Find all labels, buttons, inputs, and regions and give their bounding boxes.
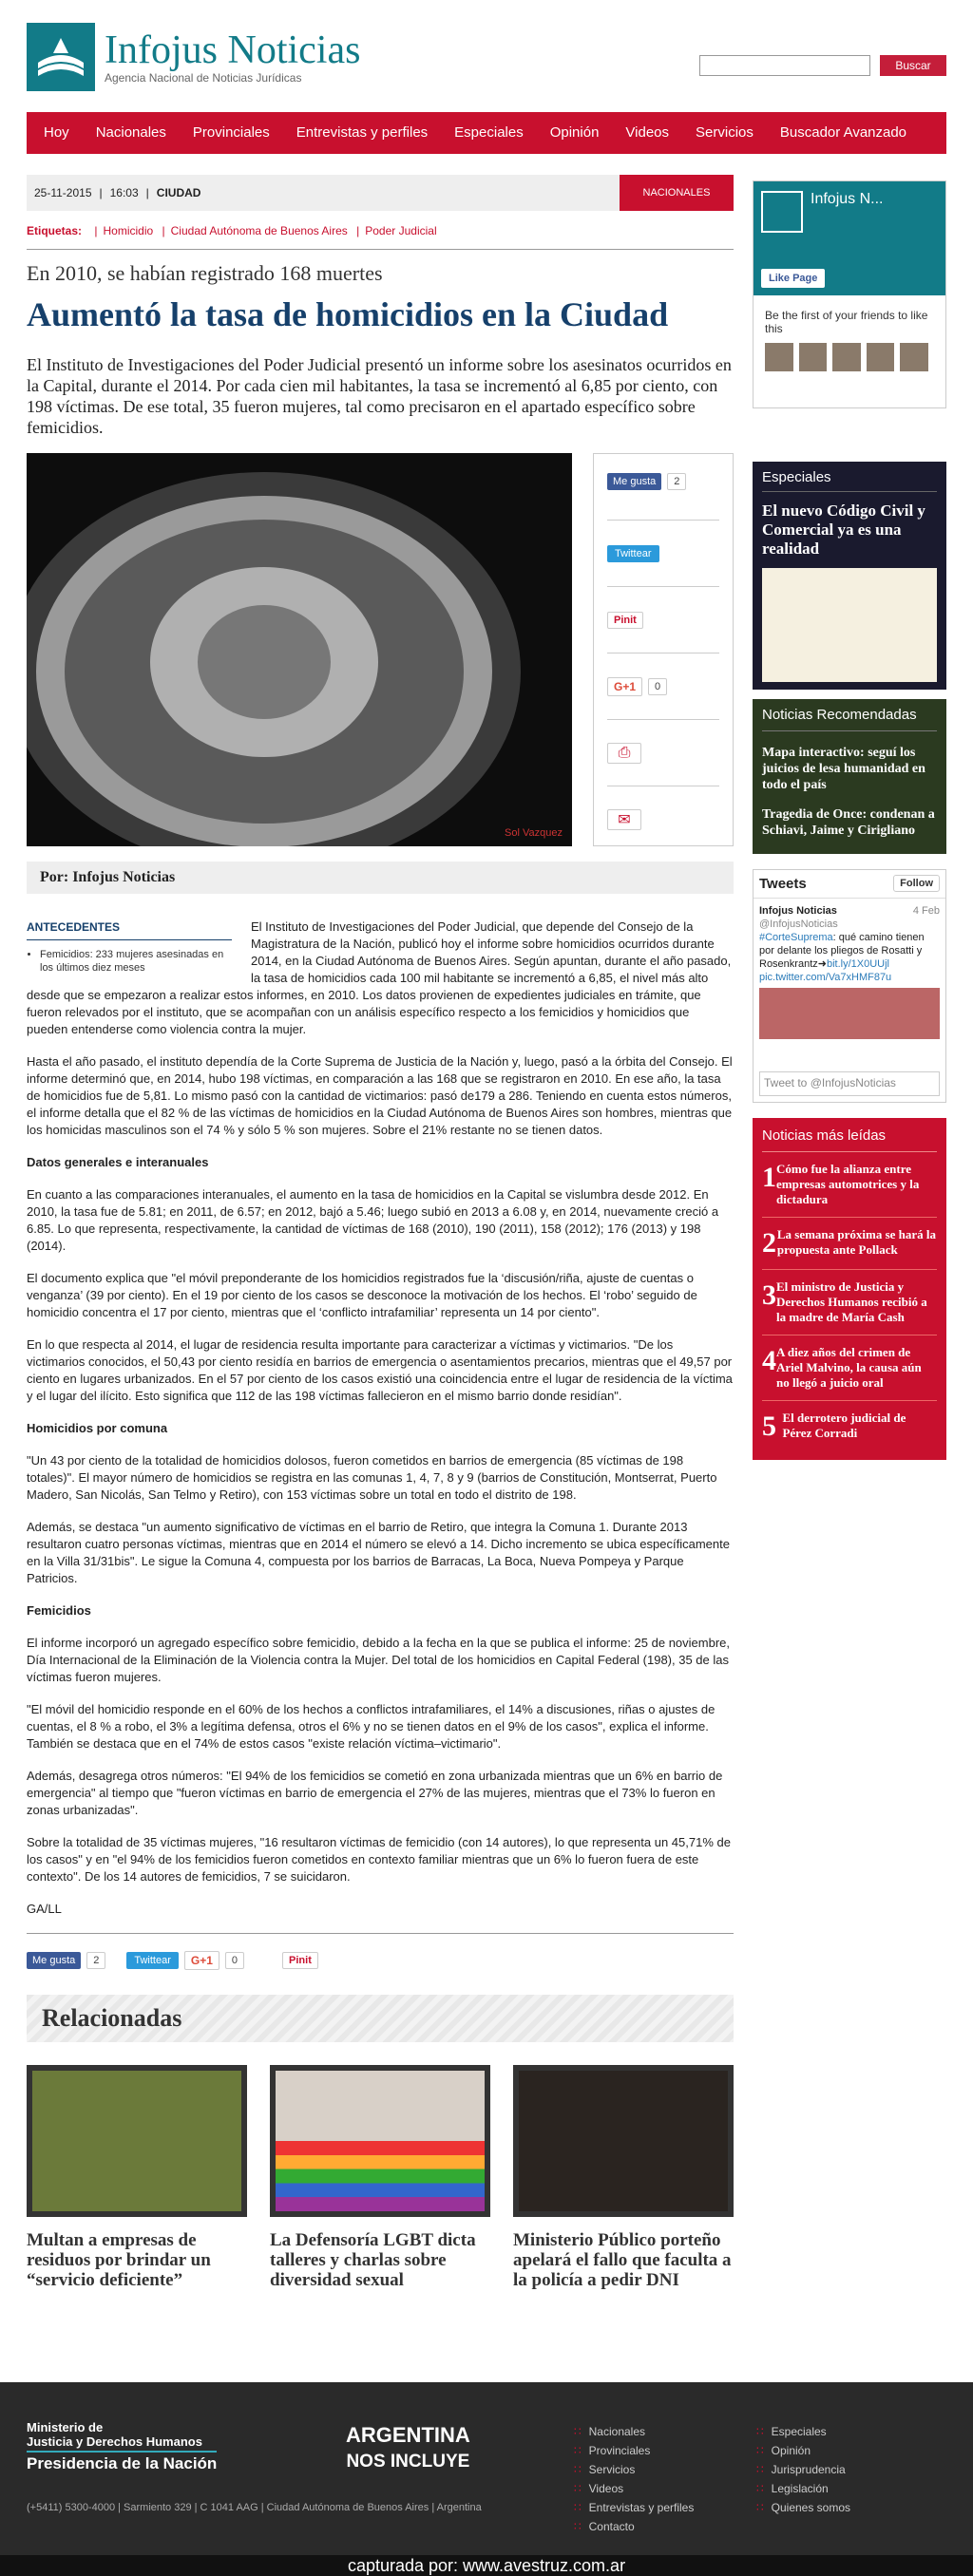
sidebar (753, 180, 946, 1460)
section-badge[interactable]: NACIONALES (620, 175, 734, 211)
google-plus-button[interactable]: G+1 (607, 677, 642, 696)
logo-subtitle: Agencia Nacional de Noticias Jurídicas (105, 71, 302, 85)
antecedentes-link[interactable]: • Femicidios: 233 mujeres asesinadas en los últimos diez meses (40, 948, 232, 975)
paragraph: Sobre la totalidad de 35 víctimas mujeres, "16 resultaron víctimas de femicidio (con 14 autores), lo que representa un 45,71% de los casos" y en "el 94% de los femicidios fueron cometidos en contexto familiar mientras que un 6% lo fueron fuera de este contexto". De los 14 autores de femicidios, 7 se suicidaron. (27, 1835, 731, 1884)
footer-link[interactable]: ∷ Opinión (756, 2441, 850, 2460)
tag-separator: | (162, 224, 165, 237)
capture-caption: capturada por: www.avestruz.com.ar (0, 2555, 973, 2576)
footer-address: (+5411) 5300-4000 | Sarmiento 329 | C 1041 AAG | Ciudad Autónoma de Buenos Aires | Argentina (27, 2502, 482, 2513)
facebook-like-button[interactable]: Me gusta (27, 1952, 81, 1969)
antecedentes-box (27, 919, 232, 975)
footer-links-col-2 (756, 2422, 850, 2517)
nav-entrevistas[interactable]: Entrevistas y perfiles (296, 124, 429, 141)
paragraph: El Instituto de Investigaciones del Poder Judicial, que depende del Consejo de la Magistratura de la Nación, publicó hoy el informe sobre homicidios ocurridos durante 2014, en la Ciudad Autónoma de Buenos Aires. Según apuntan, durante el año pasado, la tasa de homicidios cada 100 mil habitante se incrementó a 6,85, el nivel más alto desde que se empezaron a realizar estos informes, en 2010. Los datos provienen de expedientes judiciales en trámite, que fueron relevados por el instituto, que se acompañan con un análisis específico respecto a los femicidios y homicidios que pueden entenderse como violencia contra la mujer. (27, 919, 732, 1036)
ministry-line-2: Justicia y Derechos Humanos (27, 2434, 202, 2449)
footer-link[interactable]: ∷ Provinciales (574, 2441, 694, 2460)
facebook-friends-text: Be the first of your friends to like this (765, 309, 928, 335)
tweet-date[interactable]: 4 Feb (912, 905, 940, 917)
ministry-line-3: Presidencia de la Nación (27, 2451, 217, 2473)
article-kicker: En 2010, se habían registrado 168 muertes (27, 261, 383, 285)
nav-servicios[interactable]: Servicios (696, 124, 754, 141)
signature: GA/LL (27, 1902, 62, 1916)
meta-separator: | (99, 186, 103, 199)
print-icon[interactable]: ⎙ (607, 743, 641, 764)
footer-link[interactable]: ∷ Especiales (756, 2422, 850, 2441)
facebook-page-widget (753, 180, 946, 408)
header (0, 0, 973, 112)
share-box (593, 453, 734, 846)
meta-separator: | (145, 186, 149, 199)
article-photo[interactable] (27, 453, 572, 846)
related-heading: Relacionadas (27, 1995, 734, 2042)
rank-number: 1 (762, 1162, 776, 1193)
google-plus-button[interactable]: G+1 (184, 1951, 219, 1970)
search-input[interactable] (699, 55, 870, 76)
tweet-image[interactable] (759, 988, 940, 1039)
nav-especiales[interactable]: Especiales (454, 124, 524, 141)
avatar[interactable] (900, 343, 928, 371)
nav-provinciales[interactable]: Provinciales (192, 124, 270, 141)
especiales-box (753, 462, 946, 690)
related-item[interactable] (513, 2065, 734, 2290)
tag-separator: | (94, 224, 98, 237)
facebook-page-header[interactable] (754, 181, 945, 295)
nav-videos[interactable]: Videos (625, 124, 670, 141)
related-item[interactable] (27, 2065, 247, 2290)
paragraph: Hasta el año pasado, el instituto dependía de la Corte Suprema de Justicia de la Nación y, luego, pasó a la órbita del Consejo. El informe determinó que, en 2014, hubo 198 víctimas, en comparación a las 168 que se registraron en 2010. En ese año, la tasa de homicidios fue de 5,81. Lo mismo pasó con la cantidad de victimarios: pasó de179 a 286. Teniendo en cuenta estos números, el informe detalla que el 82 % de las víctimas de homicidios en la Ciudad Autónoma de Buenos Aires son hombres, mientras que los homicidas masculinos son el 74 % y sólo 5 % son mujeres. Sobre el 21% restante no se tienen datos. (27, 1054, 733, 1137)
footer-link[interactable]: ∷ Servicios (574, 2460, 694, 2479)
pinterest-button[interactable]: Pinit (607, 612, 643, 629)
friend-faces (765, 343, 934, 371)
article-lead: El Instituto de Investigaciones del Poder Judicial presentó un informe sobre los asesinatos ocurridos en la Capital, durante el 2014. Por cada cien mil habitantes, la tasa se incrementó al 6,85 por ciento, con 198 víctimas. De ese total, 35 fueron mujeres, tal como precisaron en el apartado específico sobre femicidios. (27, 355, 732, 437)
pinterest-button[interactable]: Pinit (282, 1952, 318, 1969)
paragraph: El informe incorporó un agregado específico sobre femicidio, debido a la fecha en la que se publica el informe: 25 de noviembre, Día Internacional de la Eliminación de la Violencia contra la Mujer. Del total de los homicidios en Capital Federal (198), 35 de las víctimas fueron mujeres. (27, 1636, 730, 1684)
tweet-to-input[interactable]: Tweet to @InfojusNoticias (759, 1071, 940, 1096)
site-logo[interactable] (27, 23, 360, 91)
tag-link[interactable]: Homicidio (103, 224, 154, 237)
paragraph: Además, desagrega otros números: "El 94% de los femicidios se cometió en zona urbanizada mientras que un 6% en barrio de emergencia" al tiempo que "fueron víctimas en barrio de emergencia el 27% de las mujeres, mientras que el 73% lo fueron en zonas urbanizadas". (27, 1769, 723, 1817)
mas-leida-item[interactable] (762, 1401, 937, 1452)
footer-link[interactable]: ∷ Nacionales (574, 2422, 694, 2441)
tweets-title: Tweets (759, 876, 807, 892)
paragraph: "Un 43 por ciento de la totalidad de homicidios dolosos, fueron cometidos en barrios de emergencia (85 víctimas de 198 totales)". El mayor número de homicidios se registra en las comunas 1, 4, 7, 8 y 9 (barrios de Constitución, Montserrat, Puerto Madero, San Nicolás, San Telmo y Retiro), con 153 víctimas sobre un total en todo el distrito de 198. (27, 1453, 717, 1502)
article-meta (27, 175, 734, 211)
paragraph: "El móvil del homicidio responde en el 60% de los hechos a conflictos intrafamiliares, el 14% a discusiones, riñas o ajustes de cuentas, el 8 % a robo, el 3% a legítima defensa, otros el 6% y no se tienen datos en el 9% de los casos", explica el informe. También se destaca que en el 74% de estos casos "existe relación víctima–victimario". (27, 1702, 715, 1751)
argentina-logo[interactable] (346, 2422, 470, 2475)
paragraph: El documento explica que "el móvil preponderante de los homicidios registrados fue la ‘discusión/riña, ajuste de cuentas o venganza’ (39 por ciento). En el 19 por ciento de los casos se desconoce la motivación de los hechos. El ‘robo’ seguido de homicidio concentra el 17 por ciento, mientras que el ‘conflicto intrafamiliar’ representa un 14 por ciento". (27, 1271, 697, 1319)
recomendadas-title: Noticias Recomendadas (762, 707, 937, 731)
article-body (27, 919, 734, 1918)
article-time: 16:03 (109, 186, 139, 199)
article-title: Aumentó la tasa de homicidios en la Ciudad (27, 295, 669, 333)
mas-leida-title[interactable]: Cómo fue la alianza entre empresas automotrices y la dictadura (776, 1162, 920, 1206)
twitter-follow-button[interactable]: Follow (893, 875, 940, 892)
photo-credit: Sol Vazquez (505, 827, 563, 839)
google-plus-count: 0 (225, 1952, 244, 1969)
footer-link[interactable]: ∷ Contacto (574, 2517, 694, 2536)
related-list (27, 2065, 734, 2290)
tags-row (27, 217, 734, 250)
google-plus-count: 0 (648, 678, 667, 695)
tweet (754, 899, 945, 1045)
seal-image (27, 453, 572, 846)
paragraph: En lo que respecta al 2014, el lugar de residencia resulta importante para caracterizar a víctimas y victimarios. "De los victimarios conocidos, el 50,43 por ciento residía en barrios de emergencia o asentamientos precarios, mientras que el 49,57 por ciento en lugares urbanizados. En el 57 por ciento de los casos existió una coincidencia entre el lugar de residencia de la víctima y el lugar del ilícito. Esto significa que 112 de las 198 víctimas fallecieron en el mismo barrio donde residían". (27, 1337, 733, 1403)
article-media (27, 453, 734, 846)
footer (0, 2382, 973, 2576)
tag-link[interactable]: Ciudad Autónoma de Buenos Aires (170, 224, 348, 237)
share-bar-bottom (27, 1933, 734, 1970)
avatar[interactable] (799, 343, 828, 371)
especiales-item[interactable]: El nuevo Código Civil y Comercial ya es una realidad (762, 502, 925, 558)
tweet-handle[interactable]: @InfojusNoticias (759, 919, 838, 930)
footer-link[interactable]: ∷ Legislación (756, 2479, 850, 2498)
tweet-link[interactable]: bit.ly/1X0UUjl (826, 958, 889, 970)
facebook-page-name[interactable]: Infojus N... (811, 191, 884, 207)
avatar[interactable] (832, 343, 861, 371)
twitter-share-button[interactable]: Twittear (607, 545, 659, 562)
twitter-widget (753, 869, 946, 1103)
related-image[interactable] (513, 2065, 734, 2217)
mas-leida-title[interactable]: La semana próxima se hará la propuesta ante Pollack (776, 1227, 937, 1257)
mas-leida-item[interactable] (762, 1152, 937, 1218)
subhead: Femicidios (27, 1603, 91, 1618)
rank-number: 2 (762, 1227, 776, 1259)
footer-link[interactable]: ∷ Videos (574, 2479, 694, 2498)
article-date: 25-11-2015 (34, 186, 92, 199)
mas-leida-title[interactable]: El ministro de Justicia y Derechos Humanos recibió a la madre de María Cash (776, 1279, 927, 1324)
mas-leida-item[interactable] (762, 1335, 937, 1401)
mas-leida-title[interactable]: A diez años del crimen de Ariel Malvino, la causa aún no llegó a juicio oral (776, 1345, 922, 1390)
recomendada-item[interactable]: Tragedia de Once: condenan a Schiavi, Jaime y Cirigliano (762, 807, 935, 838)
rank-number: 4 (762, 1345, 776, 1376)
rank-number: 3 (762, 1279, 776, 1311)
nav-opinion[interactable]: Opinión (549, 124, 600, 141)
recomendadas-box (753, 699, 946, 854)
paragraph: Además, se destaca "un aumento significativo de víctimas en el barrio de Retiro, que integra la Comuna 1. Durante 2013 resultaron cuatro personas víctimas, mientras que en 2014 el número se elevó a 14. Dicho incremento se ubica específicamente en la Villa 31/31bis". Le sigue la Comuna 4, compuesta por los barrios de Barracas, La Boca, Nueva Pompeya y Parque Patricios. (27, 1520, 730, 1585)
footer-link[interactable]: ∷ Entrevistas y perfiles (574, 2498, 694, 2517)
mas-leida-item[interactable] (762, 1218, 937, 1270)
especiales-title: Especiales (762, 469, 937, 492)
mas-leida-item[interactable] (762, 1270, 937, 1335)
tag-separator: | (356, 224, 360, 237)
main-nav (27, 112, 946, 154)
facebook-like-page-button[interactable]: Like Page (761, 269, 825, 288)
argentina-line-1: ARGENTINA (346, 2423, 470, 2447)
related-image[interactable] (27, 2065, 247, 2217)
avatar[interactable] (867, 343, 895, 371)
page-logo-icon (761, 191, 803, 233)
search-button[interactable]: Buscar (880, 55, 946, 76)
rank-number: 5 (762, 1411, 776, 1442)
article-column (27, 175, 734, 2290)
ministry-logo[interactable] (27, 2420, 217, 2473)
facebook-like-count: 2 (667, 473, 686, 490)
antecedentes-title: ANTECEDENTES (27, 919, 232, 940)
tweet-author[interactable]: Infojus Noticias (759, 905, 837, 917)
mas-leidas-box (753, 1118, 946, 1460)
book-logo-icon (27, 23, 95, 91)
search-form (699, 55, 946, 76)
email-icon[interactable]: ✉ (607, 809, 641, 830)
footer-link[interactable]: ∷ Jurisprudencia (756, 2460, 850, 2479)
related-title[interactable]: Multan a empresas de residuos por brindar un “servicio deficiente” (27, 2230, 211, 2290)
especiales-image[interactable] (762, 568, 937, 682)
nav-hoy[interactable]: Hoy (44, 124, 69, 141)
facebook-like-count: 2 (86, 1952, 105, 1969)
related-image[interactable] (270, 2065, 490, 2217)
argentina-line-2: NOS INCLUYE (346, 2452, 470, 2472)
footer-links-col-1 (574, 2422, 694, 2536)
tweet-text: : qué camino tienen por delante los pliegos de Rosatti y Rosenkrantz➜ (759, 932, 925, 970)
related-title[interactable]: Ministerio Público porteño apelará el fallo que faculta a la policía a pedir DNI (513, 2230, 732, 2290)
paragraph: En cuanto a las comparaciones interanuales, el aumento en la tasa de homicidios en la Capital se vislumbra desde 2012. En 2010, la tasa fue de 5.81; en 2011, de 6.57; en 2012, bajó a 5.46; luego subió en 2013 a 6.08 y, en 2014, nuevamente creció a 6.85. Lo que representa, respectivamente, la cantidad de víctimas de 168 (2010), 190 (2011), 158 (2012); 176 (2013) y 198 (2014). (27, 1187, 719, 1253)
byline: Por: Infojus Noticias (27, 862, 734, 894)
nav-nacionales[interactable]: Nacionales (95, 124, 166, 141)
footer-link[interactable]: ∷ Quienes somos (756, 2498, 850, 2517)
nav-buscador[interactable]: Buscador Avanzado (779, 124, 907, 141)
mas-leida-title[interactable]: El derrotero judicial de Pérez Corradi (782, 1411, 906, 1440)
related-title[interactable]: La Defensoría LGBT dicta talleres y charlas sobre diversidad sexual (270, 2230, 476, 2290)
twitter-share-button[interactable]: Twittear (126, 1952, 179, 1969)
avatar[interactable] (765, 343, 793, 371)
related-item[interactable] (270, 2065, 490, 2290)
recomendada-item[interactable]: Mapa interactivo: seguí los juicios de lesa humanidad en todo el país (762, 746, 925, 792)
tweet-hashtag[interactable]: #CorteSuprema (759, 932, 833, 943)
subhead: Homicidios por comuna (27, 1421, 168, 1435)
tag-link[interactable]: Poder Judicial (365, 224, 437, 237)
mas-leidas-title: Noticias más leídas (762, 1127, 937, 1152)
subhead: Datos generales e interanuales (27, 1155, 209, 1169)
logo-title: Infojus Noticias (105, 28, 361, 72)
facebook-like-button[interactable]: Me gusta (607, 473, 661, 490)
ministry-line-1: Ministerio de (27, 2420, 104, 2434)
article-section: CIUDAD (156, 186, 201, 199)
tweet-pic-link[interactable]: pic.twitter.com/Va7xHMF87u (759, 972, 892, 983)
tags-label: Etiquetas: (27, 224, 83, 237)
